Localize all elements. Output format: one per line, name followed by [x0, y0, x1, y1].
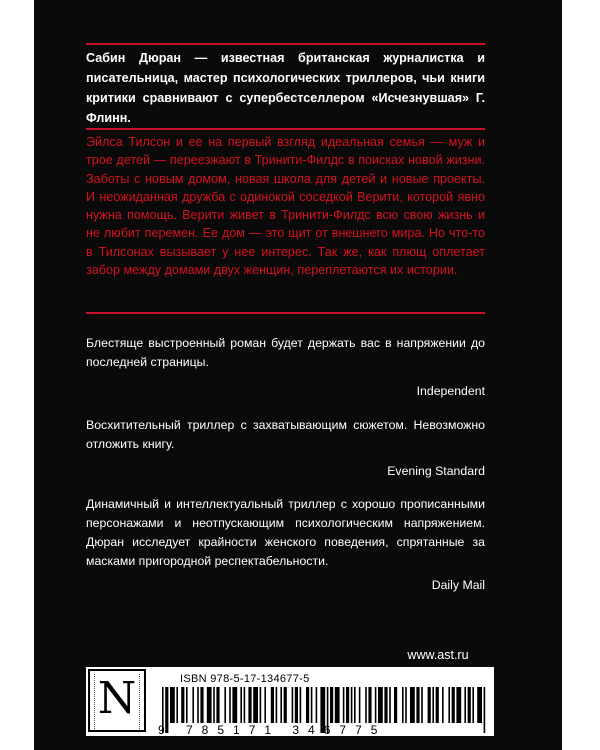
- barcode-bar: [472, 687, 474, 723]
- review-quote-3: Динамичный и интеллектуальный триллер с хорошо прописанными персонажами и неотпускающим психологическим напряжением. Дюран исследует крайности женского поведения, спрятанные за масками пригородной респектабельности.: [86, 497, 485, 568]
- barcode-bar: [378, 687, 383, 723]
- barcode-bar: [421, 687, 423, 723]
- barcode-bar: [229, 687, 231, 723]
- barcode-bar: [402, 687, 404, 723]
- barcode-bar: [192, 687, 194, 723]
- barcode-bar: [264, 687, 266, 723]
- bottom-divider: [86, 312, 485, 314]
- barcode-bar: [176, 687, 178, 723]
- barcode-bar: [452, 687, 455, 723]
- barcode-bar: [416, 687, 419, 723]
- barcode-bar: [330, 687, 333, 723]
- barcode-bar: [311, 687, 313, 723]
- barcode-bar: [335, 687, 340, 723]
- author-bio: Сабин Дюран — известная британская журналистка и писательница, мастер психологических триллеров, чьи книги критики сравнивают с супербестселлером «Исчезнувшая» Г. Флинн.: [86, 51, 485, 125]
- barcode-bar: [284, 687, 287, 723]
- barcode-bar: [448, 687, 450, 723]
- barcode-bar: [240, 687, 242, 723]
- review-quote-2: Восхитительный триллер с захватывающим сюжетом. Невозможно отложить книгу.: [86, 418, 485, 451]
- barcode-bar: [300, 687, 302, 723]
- barcode-bar: [389, 687, 391, 723]
- barcode-bar: [280, 687, 282, 723]
- barcode-bar: [207, 687, 212, 723]
- barcode-bar: [432, 687, 434, 723]
- middle-divider: [86, 128, 485, 130]
- barcode-bar: [368, 687, 371, 723]
- top-divider: [86, 43, 485, 45]
- barcode-bar: [384, 687, 387, 723]
- barcode-bar: [359, 687, 361, 723]
- barcode-bar: [343, 687, 345, 723]
- barcode-bar: [292, 687, 294, 723]
- barcode-bar: [351, 687, 353, 723]
- barcode-bar: [410, 687, 415, 723]
- barcode-bar: [354, 687, 356, 723]
- barcode-bar: [477, 687, 482, 723]
- barcode-bar: [248, 687, 251, 723]
- barcode-bar: [186, 687, 188, 723]
- book-blurb: Эйлса Тилсон и ее на первый взгляд идеальная семья — муж и трое детей — переезжают в Тринити-Филдс в поисках новой жизни. Заботы с новым домом, новая школа для детей и новые проекты. И неожиданная дружба с одинокой соседкой Верити, которой явно нужна помощь. Верити живет в Тринити-Филдс всю свою жизнь и не любит перемен. Ее дом — это щит от внешнего мира. Но что-то в Тилсонах вызывает у нее интерес. Так же, как плющ оплетает забор между домами двух женщин, переплетаются их истории.: [86, 135, 485, 278]
- barcode-bar: [276, 687, 278, 723]
- barcode-bar: [456, 687, 461, 723]
- review-source-3: Daily Mail: [431, 578, 485, 592]
- barcode-digits: 9 785171 346775: [158, 723, 387, 737]
- review-quote-1: Блестяще выстроенный роман будет держать вас в напряжении до последней страницы.: [86, 336, 485, 369]
- barcode-bar: [224, 687, 226, 723]
- barcode-bar: [232, 687, 237, 723]
- barcode-bar: [464, 687, 466, 723]
- barcode-bar: [213, 687, 215, 723]
- barcode-bar: [346, 687, 349, 723]
- barcode-bar: [295, 687, 298, 723]
- review-source-2: Evening Standard: [387, 464, 485, 478]
- publisher-website: www.ast.ru: [407, 648, 469, 662]
- barcode-bar: [428, 687, 431, 723]
- isbn-text: ISBN 978-5-17-134677-5: [180, 673, 310, 685]
- barcode-bar: [253, 687, 258, 723]
- barcode-bar: [365, 687, 367, 723]
- logo-letter: N: [97, 673, 137, 724]
- barcode-bar: [244, 687, 246, 723]
- publisher-logo: [88, 669, 146, 732]
- barcode-bar: [436, 687, 439, 723]
- barcode-bar: [316, 687, 318, 723]
- barcode-bar: [442, 687, 444, 723]
- barcode-bar: [170, 687, 175, 723]
- barcode-bar: [394, 687, 397, 723]
- barcode-bar: [306, 687, 309, 723]
- barcode-bar: [181, 687, 184, 723]
- barcode-bar: [197, 687, 199, 723]
- barcode-bar: [271, 687, 274, 723]
- barcode-bar: [468, 687, 471, 723]
- barcode-panel: [86, 667, 494, 736]
- barcode-bar: [216, 687, 219, 723]
- barcode-bar: [405, 687, 407, 723]
- barcode-bar: [375, 687, 377, 723]
- barcode-bar: [200, 687, 203, 723]
- barcode-bar: [260, 687, 262, 723]
- review-source-1: Independent: [416, 384, 485, 398]
